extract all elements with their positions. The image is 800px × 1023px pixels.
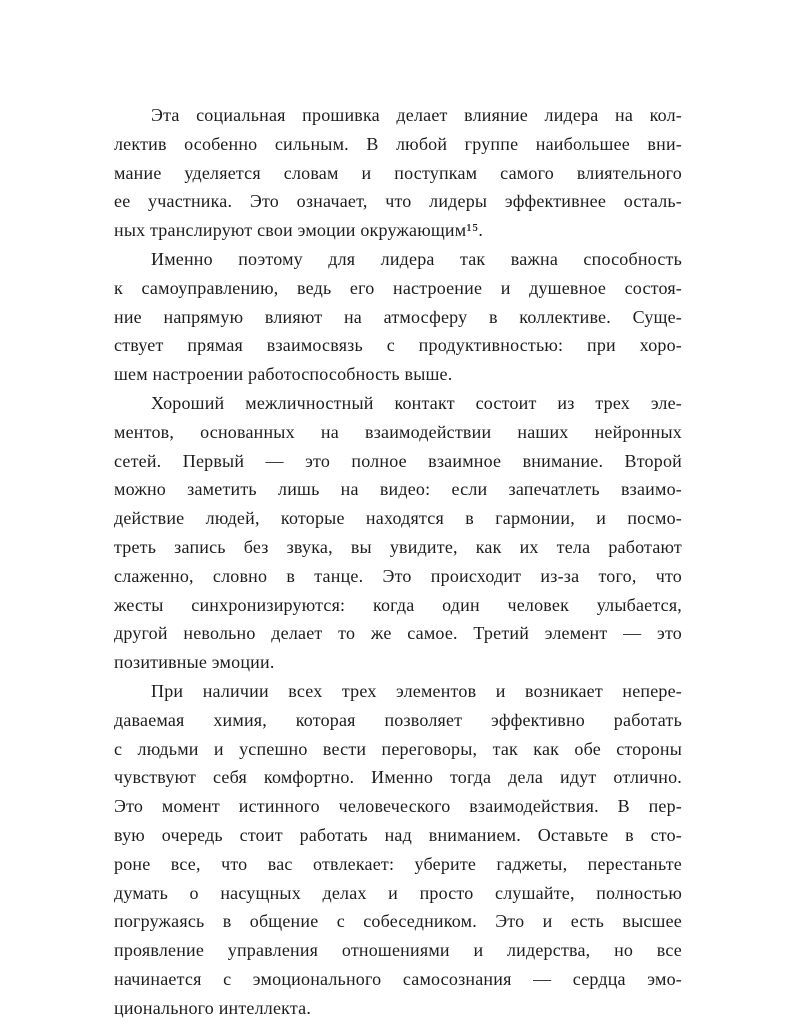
- paragraph: [114, 101, 682, 245]
- text-line: треть запись без звука, вы увидите, как их тела работают: [114, 536, 682, 557]
- text-line: сетей. Первый — это полное взаимное внимание. Второй: [114, 450, 682, 471]
- text-line: позитивные эмоции.: [114, 652, 275, 673]
- text-line: Это момент истинного человеческого взаимодействия. В пер-: [114, 796, 682, 817]
- text-line: погружаясь в общение с собеседником. Это и есть высшее: [114, 911, 682, 932]
- text-line: ных транслируют свои эмоции окружающим¹⁵.: [114, 220, 484, 241]
- text-block: [114, 101, 682, 1023]
- text-line: ее участника. Это означает, что лидеры эффективнее осталь-: [114, 191, 682, 212]
- text-line: начинается с эмоционального самосознания — сердца эмо-: [114, 968, 682, 989]
- text-line: вую очередь стоит работать над вниманием. Оставьте в сто-: [114, 824, 682, 845]
- paragraph: [114, 389, 682, 677]
- text-line: шем настроении работоспособность выше.: [114, 364, 453, 385]
- text-line: думать о насущных делах и просто слушайте, полностью: [114, 882, 682, 903]
- text-line: Эта социальная прошивка делает влияние лидера на кол-: [151, 105, 682, 125]
- text-line: можно заметить лишь на видео: если запечатлеть взаимо-: [114, 479, 682, 500]
- text-line: ционального интеллекта.: [114, 997, 312, 1018]
- text-line: лектив особенно сильным. В любой группе наибольшее вни-: [114, 133, 682, 154]
- text-line: жесты синхронизируются: когда один человек улыбается,: [114, 594, 682, 615]
- text-line: с людьми и успешно вести переговоры, так как обе стороны: [114, 738, 682, 759]
- text-line: Именно поэтому для лидера так важна способность: [151, 248, 682, 269]
- text-line: При наличии всех трех элементов и возникает непере-: [151, 680, 682, 701]
- text-line: действие людей, которые находятся в гармонии, и посмо-: [114, 508, 682, 529]
- paragraph: [114, 245, 682, 389]
- text-line: чувствуют себя комфортно. Именно тогда дела идут отлично.: [114, 767, 682, 788]
- text-line: ствует прямая взаимосвязь с продуктивностью: при хоро-: [114, 335, 682, 356]
- text-line: слаженно, словно в танце. Это происходит из-за того, что: [114, 565, 682, 586]
- text-line: Хороший межличностный контакт состоит из трех эле-: [151, 392, 682, 413]
- paragraph: [114, 677, 682, 1023]
- text-line: роне все, что вас отвлекает: уберите гаджеты, перестаньте: [114, 853, 682, 874]
- text-line: мание уделяется словам и поступкам самого влиятельного: [114, 162, 682, 183]
- text-line: ментов, основанных на взаимодействии наших нейронных: [114, 421, 682, 442]
- text-line: проявление управления отношениями и лидерства, но все: [114, 940, 682, 961]
- text-line: к самоуправлению, ведь его настроение и душевное состоя-: [114, 277, 682, 298]
- text-line: другой невольно делает то же самое. Третий элемент — это: [114, 623, 682, 644]
- text-line: ние напрямую влияют на атмосферу в коллективе. Суще-: [114, 306, 682, 327]
- text-line: даваемая химия, которая позволяет эффективно работать: [114, 709, 682, 730]
